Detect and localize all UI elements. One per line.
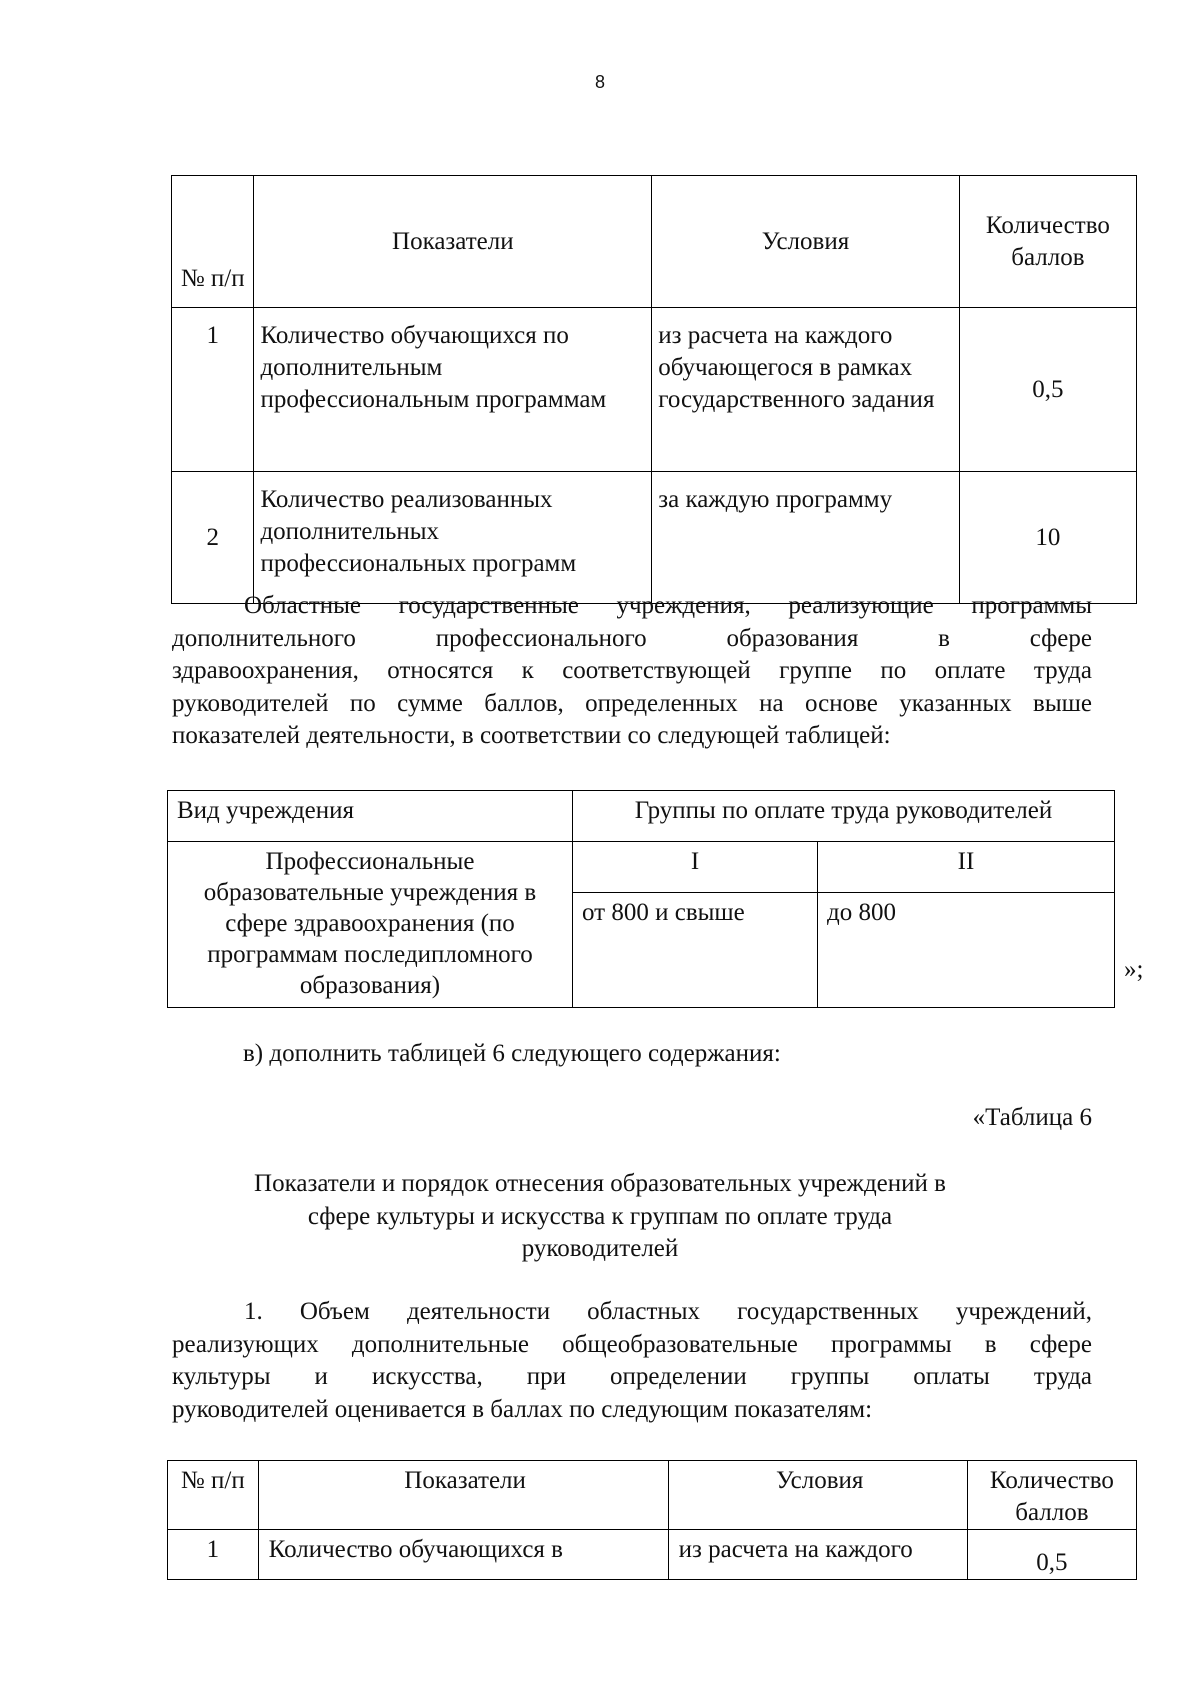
table6-title: Показатели и порядок отнесения образовательных учреждений в сфере культуры и искусства к группам по оплате труда руководителей — [254, 1170, 946, 1262]
table-row — [172, 308, 1137, 472]
page-number: 8 — [594, 72, 605, 92]
group-value-1: от 800 и свыше — [573, 893, 818, 1008]
row-points: 0,5 — [959, 308, 1136, 472]
header-indicator: Показатели — [258, 1461, 668, 1530]
row-num: 1 — [168, 1530, 259, 1580]
header-indicator: Показатели — [254, 176, 652, 308]
row-indicator: Количество обучающихся в — [258, 1530, 668, 1580]
institution-cell: Профессиональные образовательные учреждения в сфере здравоохранения (по программам последипломного образования) — [168, 842, 573, 1008]
item-c: в) дополнить таблицей 6 следующего содержания: — [243, 1040, 781, 1067]
row-num: 2 — [172, 472, 254, 604]
group-value-2: до 800 — [818, 893, 1115, 1008]
header-points: Количество баллов — [967, 1461, 1136, 1530]
table-header-row — [168, 1461, 1137, 1530]
paragraph-line: руководителей оценивается в баллах по следующим показателям: — [172, 1395, 873, 1423]
table6-label: «Таблица 6 — [972, 1104, 1092, 1131]
row-condition: из расчета на каждого обучающегося в рамках государственного задания — [652, 308, 960, 472]
table-row — [172, 472, 1137, 604]
header-pay-groups: Группы по оплате труда руководителей — [573, 791, 1115, 842]
paragraph-line: реализующих дополнительные общеобразовательные программы в сфере — [172, 1330, 1092, 1358]
paragraph-activity-volume — [172, 1296, 1092, 1426]
paragraph-line: Областные государственные учреждения, реализующие программы — [244, 592, 1092, 619]
group-label-2: II — [818, 842, 1115, 893]
indicators-table-culture — [167, 1460, 1137, 1580]
paragraph-line: культуры и искусства, при определении группы оплаты труда — [172, 1363, 1092, 1390]
group-label-1: I — [573, 842, 818, 893]
table-row — [168, 1530, 1137, 1580]
header-num: № п/п — [172, 176, 254, 308]
row-condition: за каждую программу — [652, 472, 960, 604]
header-institution-type: Вид учреждения — [168, 791, 573, 842]
paragraph-line: здравоохранения, относятся к соответствующей группе по оплате труда — [172, 657, 1092, 684]
row-indicator: Количество обучающихся по дополнительным профессиональным программам — [254, 308, 652, 472]
row-condition: из расчета на каждого — [668, 1530, 967, 1580]
groups-table — [167, 790, 1115, 1008]
table-header-row — [168, 791, 1115, 842]
row-indicator: Количество реализованных дополнительных профессиональных программ — [254, 472, 652, 604]
row-points: 10 — [959, 472, 1136, 604]
header-condition: Условия — [652, 176, 960, 308]
table-header-row — [172, 176, 1137, 308]
closing-quote: »; — [1124, 956, 1144, 983]
paragraph-line: показателей деятельности, в соответствии со следующей таблицей: — [172, 722, 891, 749]
header-condition: Условия — [668, 1461, 967, 1530]
header-num: № п/п — [168, 1461, 259, 1530]
header-points: Количество баллов — [959, 176, 1136, 308]
paragraph-line: дополнительного профессионального образования в сфере — [172, 624, 1092, 652]
row-points: 0,5 — [967, 1530, 1136, 1580]
indicators-table-healthcare — [171, 175, 1137, 604]
paragraph-line: 1. Объем деятельности областных государственных учреждений, — [244, 1298, 1092, 1325]
paragraph-group-assignment — [172, 590, 1092, 753]
paragraph-line: руководителей по сумме баллов, определенных на основе указанных выше — [172, 689, 1092, 717]
table-row — [168, 842, 1115, 893]
row-num: 1 — [172, 308, 254, 472]
